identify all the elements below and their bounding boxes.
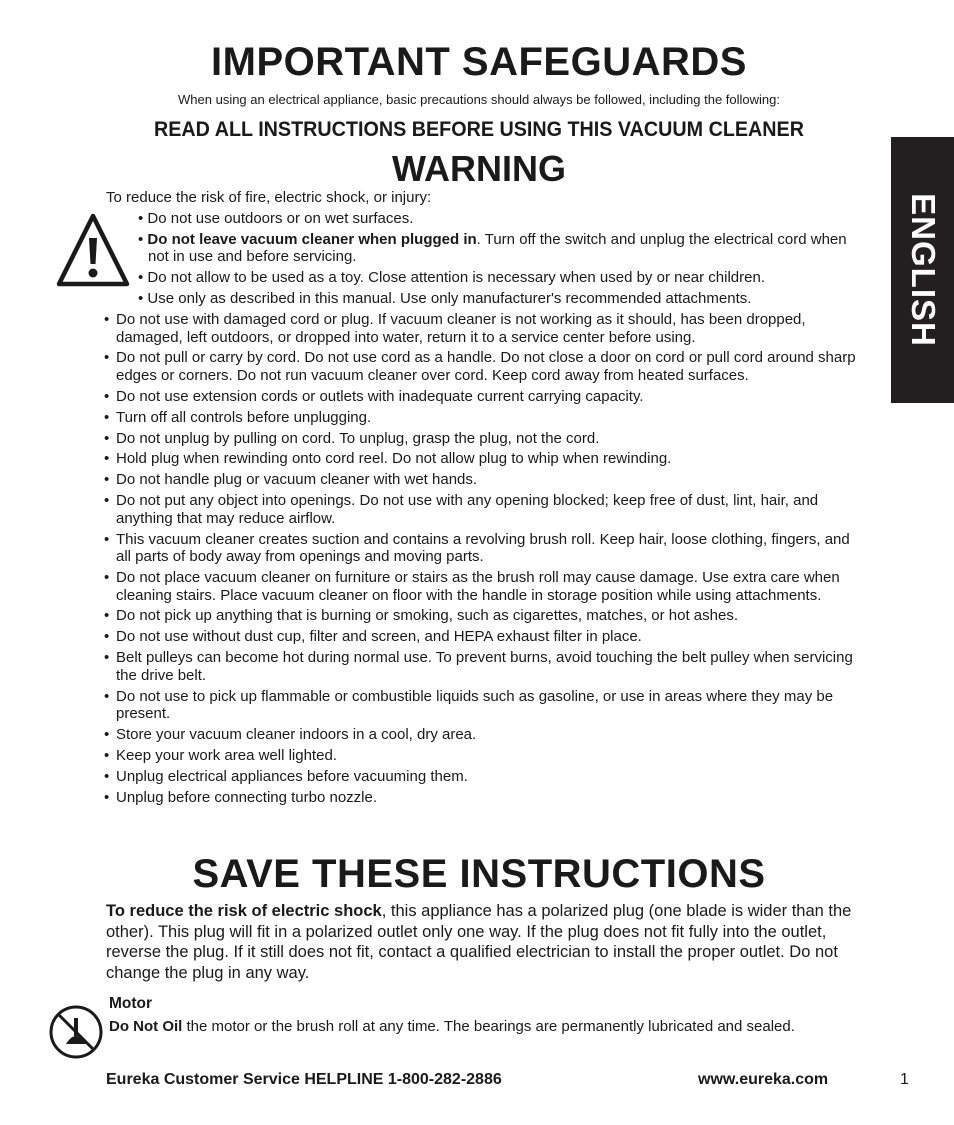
page-title: IMPORTANT SAFEGUARDS bbox=[211, 40, 747, 84]
list-item: • Do not put any object into openings. Do not use with any opening blocked; keep free of dust, lint, hair, and anything that may reduce airflow. bbox=[104, 492, 819, 527]
warning-triangle-icon bbox=[56, 212, 130, 288]
motor-heading: Motor bbox=[109, 995, 153, 1012]
language-tab: ENGLISH bbox=[891, 137, 954, 403]
list-item: • Do not pull or carry by cord. Do not use cord as a handle. Do not close a door on cord or pull cord around sharp edges or corners. Do not run vacuum cleaner over cord. Keep cord away from heated surfaces. bbox=[104, 349, 856, 384]
list-item: • Do not handle plug or vacuum cleaner with wet hands. bbox=[104, 471, 478, 489]
polarized-plug-paragraph: To reduce the risk of electric shock, this appliance has a polarized plug (one blade is wider than the other). This plug will fit in a polarized outlet only one way. If the plug does not fit fully into the outlet, reverse the plug. If it still does not fit, contact a qualified electrician to install the proper outlet. Do not change the plug in any way. bbox=[106, 902, 852, 982]
safeguard-list bbox=[104, 311, 864, 810]
list-item: • Do not place vacuum cleaner on furniture or stairs as the brush roll may cause damage. Use extra care when cleaning stairs. Place vacuum cleaner on floor with the handle in storage position while using attachments. bbox=[104, 569, 840, 604]
list-item: • This vacuum cleaner creates suction and contains a revolving brush roll. Keep hair, loose clothing, fingers, and all parts of body away from openings and moving parts. bbox=[104, 530, 850, 566]
list-item: • Unplug before connecting turbo nozzle. bbox=[104, 788, 378, 806]
warning-heading: WARNING bbox=[392, 148, 566, 189]
read-all-heading: READ ALL INSTRUCTIONS BEFORE USING THIS VACUUM CLEANER bbox=[154, 118, 804, 141]
list-item: • Unplug electrical appliances before vacuuming them. bbox=[104, 767, 468, 785]
inner-bullet-list bbox=[138, 210, 858, 311]
website-link[interactable]: www.eureka.com bbox=[698, 1071, 829, 1088]
list-item: • Belt pulleys can become hot during normal use. To prevent burns, avoid touching the belt pulley when servicing the drive belt. bbox=[104, 649, 853, 684]
list-item: • Do not use extension cords or outlets with inadequate current carrying capacity. bbox=[104, 387, 644, 405]
inner-bullet: • Do not allow to be used as a toy. Close attention is necessary when used by or near children. bbox=[138, 269, 765, 286]
list-item: • Turn off all controls before unplugging. bbox=[104, 408, 372, 426]
no-oil-icon bbox=[48, 1004, 104, 1060]
list-item: • Do not use to pick up flammable or combustible liquids such as gasoline, or use in areas where they may be present. bbox=[104, 687, 834, 723]
helpline-text: Eureka Customer Service HELPLINE 1-800-282-2886 bbox=[106, 1071, 502, 1088]
list-item: • Store your vacuum cleaner indoors in a cool, dry area. bbox=[104, 725, 477, 743]
list-item: • Keep your work area well lighted. bbox=[104, 746, 337, 764]
list-item: • Do not use without dust cup, filter and screen, and HEPA exhaust filter in place. bbox=[104, 628, 642, 646]
list-item: • Hold plug when rewinding onto cord reel. Do not allow plug to whip when rewinding. bbox=[104, 450, 672, 468]
list-item: • Do not use with damaged cord or plug. If vacuum cleaner is not working as it should, has been dropped, damaged, left outdoors, or dropped into water, return it to a service center before using. bbox=[104, 311, 806, 346]
list-item: • Do not unplug by pulling on cord. To unplug, grasp the plug, not the cord. bbox=[104, 429, 600, 447]
inner-bullet: • Use only as described in this manual. Use only manufacturer's recommended attachments. bbox=[138, 290, 752, 307]
motor-text: Do Not Oil the motor or the brush roll at any time. The bearings are permanently lubricated and sealed. bbox=[109, 1018, 795, 1035]
inner-bullet: • Do not leave vacuum cleaner when plugged in. Turn off the switch and unplug the electrical cord when not in use and before servicing. bbox=[138, 231, 847, 265]
intro-text: When using an electrical appliance, basic precautions should always be followed, including the following: bbox=[178, 92, 780, 107]
risk-intro: To reduce the risk of fire, electric shock, or injury: bbox=[106, 189, 432, 206]
list-item: • Do not pick up anything that is burning or smoking, such as cigarettes, matches, or hot ashes. bbox=[104, 607, 738, 625]
page-number: 1 bbox=[900, 1071, 909, 1088]
inner-bullet: • Do not use outdoors or on wet surfaces. bbox=[138, 210, 414, 227]
save-instructions-title: SAVE THESE INSTRUCTIONS bbox=[192, 852, 766, 896]
